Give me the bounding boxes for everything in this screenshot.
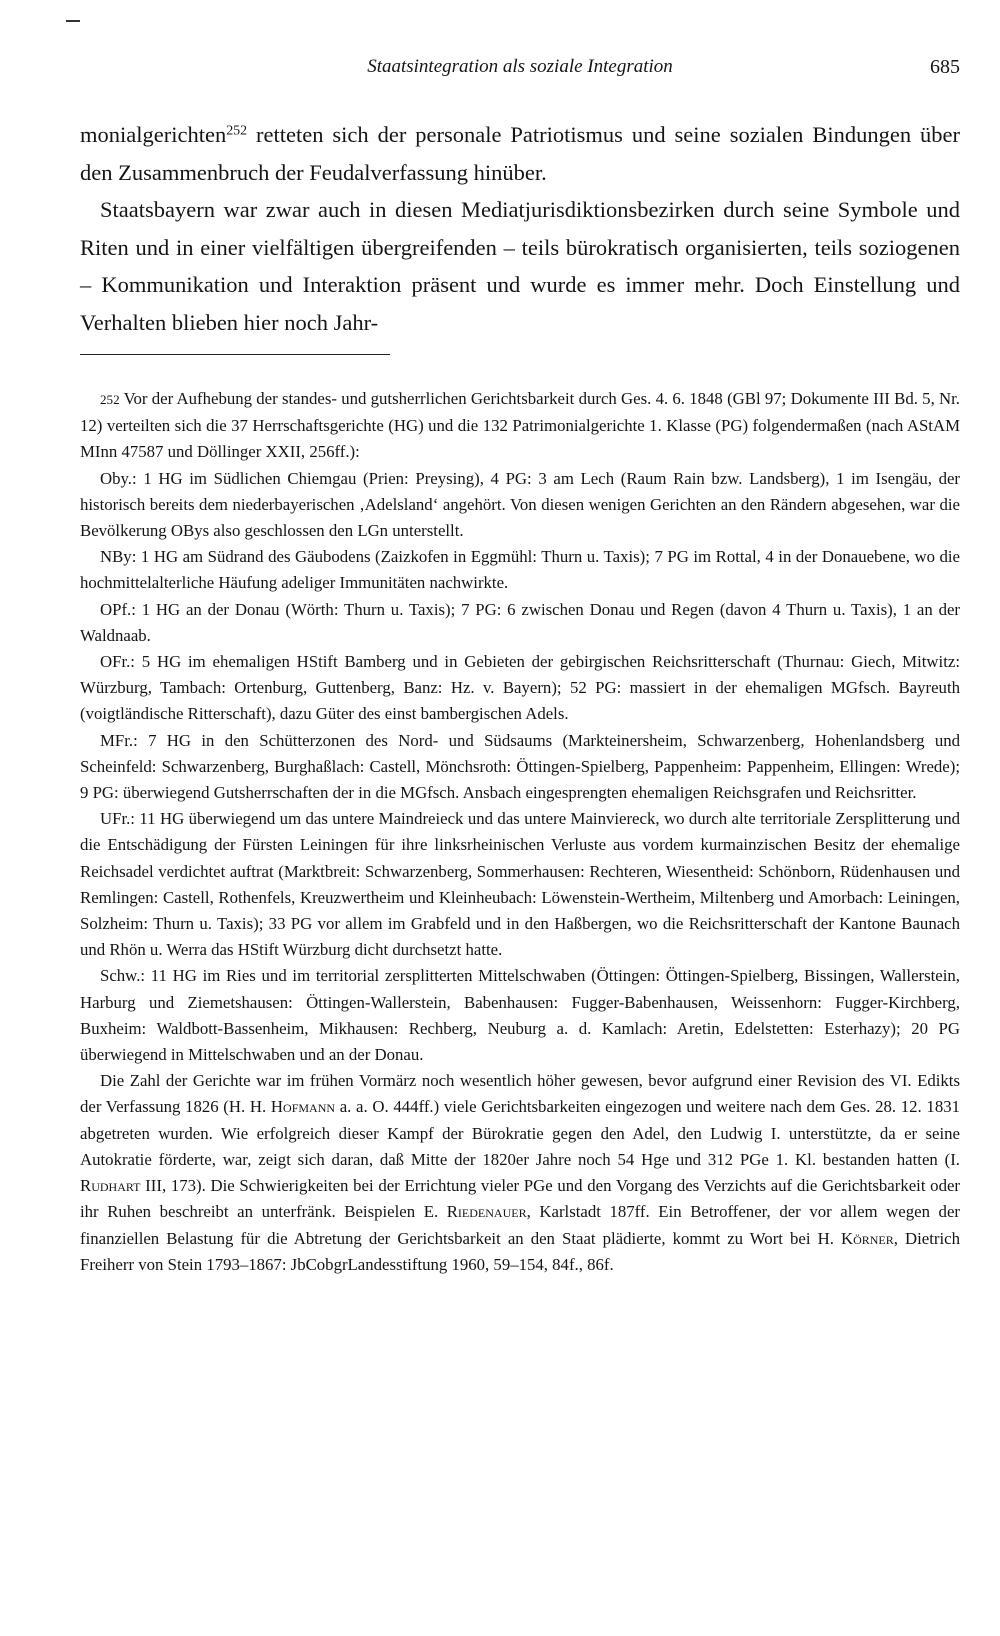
footnote-paragraph: OFr.: 5 HG im ehemaligen HStift Bamberg und in Gebieten der gebirgischen Reichsritterschaft (Thurnau: Giech, Mitwitz: Würzburg, Tambach: Ortenburg, Guttenberg, Banz: Hz. v. Bayern); 52 PG: massiert in der ehemaligen MGfsch. Bayreuth (voigtländische Ritterschaft), dazu Güter des einst bambergischen Adels. [80,652,960,724]
footnote-text: , Karlstadt 187ff. Ein Betroffener, der vor allem wegen der finanziellen Belastung für die Abtretung der Gerichtsbarkeit an den Staat plädierte, kommt zu Wort bei H. [80,1202,960,1248]
footnote-paragraph: Schw.: 11 HG im Ries und im territorial zersplitterten Mittelschwaben (Öttingen: Öttingen-Spielberg, Bissingen, Wallerstein, Harburg und Ziemetshausen: Öttingen-Wallerstein, Babenhausen: Fugger-Babenhausen, Weissenhorn: Fugger-Kirchberg, Buxheim: Waldbott-Bassenheim, Mikhausen: Rechberg, Neuburg a. d. Kamlach: Aretin, Edelstetten: Esterhazy); 20 PG überwiegend in Mittelschwaben und an der Donau. [80,966,960,1065]
body-text [80,116,960,342]
footnotes [80,386,960,1278]
author-name: Hofmann [270,1097,336,1117]
running-head [80,56,960,82]
footnote-paragraph: UFr.: 11 HG überwiegend um das untere Maindreieck und das untere Mainviereck, wo durch alte territoriale Zersplitterung und die Entschädigung der Fürsten Leiningen für ihre linksrheinischen Verluste aus vordem kurmainzischen Besitz der ehemalige Reichsadel verdichtet auftrat (Marktbreit: Schwarzenberg, Sommerhausen: Rechteren, Wiesentheid: Schönborn, Rüdenhausen und Remlingen: Castell, Rothenfels, Kreuzwertheim und Kleinheubach: Löwenstein-Wertheim, Miltenberg und Amorbach: Leiningen, Solzheim: Thurn u. Taxis); 33 PG vor allem im Grabfeld und in den Haßbergen, wo die Reichsritterschaft der Kantone Baunach und Rhön u. Werra das HStift Würzburg dicht durchsetzt hatte. [80,809,960,960]
footnote-text: Die Zahl der Gerichte war im frühen Vormärz noch wesentlich höher gewesen, bevor aufgrund einer Revision des VI. Edikts der Verfassung 1826 (H. H. [80,1071,960,1117]
footnote-paragraph [80,1068,960,1278]
body-text-span: monialgerichten [80,122,227,147]
footnote-text: a. a. O. 444ff.) viele Gerichtsbarkeiten eingezogen und weitere nach dem Ges. 28. 12. 1831 abgetreten wurden. Wie erfolgreich dieser Kampf der Bürokratie gegen den Adel, den Ludwig I. unterstützte, da er seine Autokratie förderte, war, zeigt sich daran, daß Mitte der 1820er Jahre noch 54 Hge und 312 PGe 1. Kl. bestanden hatten (I. [80,1097,960,1169]
footnote-paragraph: Oby.: 1 HG im Südlichen Chiemgau (Prien: Preysing), 4 PG: 3 am Lech (Raum Rain bzw. Landsberg), 1 im Isengäu, der historisch bereits dem niederbayerischen ‚Adelsland‘ angehört. Von diesen wenigen Gerichten an den Rändern abgesehen, war die Bevölkerung OBys also geschlossen den LGn unterstellt. [80,468,960,541]
footnote-text: Vor der Aufhebung der standes- und gutsherrlichen Gerichtsbarkeit durch Ges. 4. 6. 1848 (GBl 97; Dokumente III Bd. 5, Nr. 12) verteilten sich die 37 Herrschaftsgerichte (HG) und die 132 Patrimonialgerichte 1. Klasse (PG) folgendermaßen (nach AStAM MInn 47587 und Döllinger XXII, 256ff.): [80,389,960,462]
footnote-text: III, 173). Die Schwierigkeiten bei der Errichtung vieler PGe und den Vorgang des Verzichts auf die Gerichtsbarkeit oder ihr Ruhen beschreibt an unterfränk. Beispielen E. [80,1176,960,1222]
page-mark [66,20,80,22]
body-paragraph: Staatsbayern war zwar auch in diesen Mediatjurisdiktionsbezirken durch seine Symbole und Riten und in einer vielfältigen übergreifenden – teils bürokratisch organisierten, teils soziogenen – Kommunikation und Interaktion präsent und wurde es immer mehr. Doch Einstellung und Verhalten blieben hier noch Jahr- [80,197,960,335]
footnote-reference: 252 [226,123,248,139]
author-name: Riedenauer [446,1202,527,1222]
footnote-paragraph: MFr.: 7 HG in den Schütterzonen des Nord- und Südsaums (Markteinersheim, Schwarzenberg, Hohenlandsberg und Scheinfeld: Schwarzenberg, Burghaßlach: Castell, Mönchsroth: Öttingen-Spielberg, Pappenheim: Pappenheim, Ellingen: Wrede); 9 PG: überwiegend Gutsherrschaften der in die MGfsch. Ansbach eingesprengten ehemaligen Reichsgrafen und Reichsritter. [80,730,960,803]
footnote-paragraph: OPf.: 1 HG an der Donau (Wörth: Thurn u. Taxis); 7 PG: 6 zwischen Donau und Regen (davon 4 Thurn u. Taxis), 1 an der Waldnaab. [80,599,960,645]
footnote-rule [80,354,390,355]
footnote-paragraph: NBy: 1 HG am Südrand des Gäubodens (Zaizkofen in Eggmühl: Thurn u. Taxis); 7 PG im Rottal, 4 in der Donauebene, wo die hochmittelalterliche Häufung adeliger Immunitäten nachwirkte. [80,547,960,593]
page-number: 685 [930,56,960,78]
footnote-number: 252 [100,392,120,407]
author-name: Rudhart [80,1176,141,1196]
footnote-text: , Dietrich Freiherr von Stein 1793–1867: JbCobgrLandesstiftung 1960, 59–154, 84f., 86f. [80,1228,960,1274]
author-name: Körner [840,1228,894,1248]
body-paragraph [80,116,960,191]
body-text-span: retteten sich der personale Patriotismus und seine sozialen Bindungen über den Zusammenbruch der Feudalverfassung hinüber. [80,122,960,185]
running-head-title: Staatsintegration als soziale Integration [367,56,673,77]
footnote-paragraph [80,386,960,466]
